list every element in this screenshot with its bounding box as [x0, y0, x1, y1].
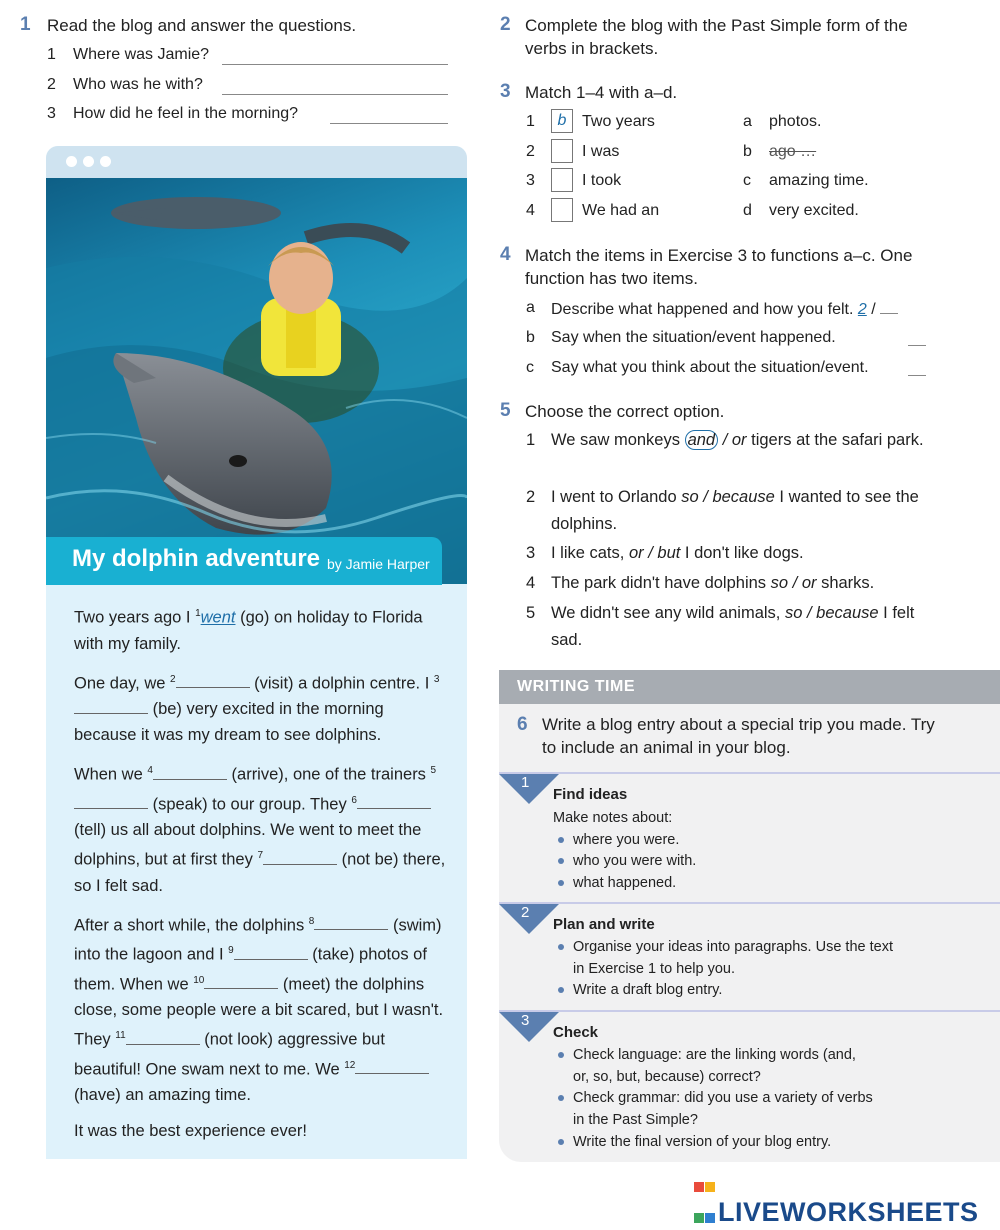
ex4-answer-a2-input[interactable]: [880, 299, 898, 314]
ex5-item-1: 1 We saw monkeys and / or tigers at the safari park.: [526, 431, 924, 449]
step-number: 2: [521, 904, 530, 921]
ex4-item-text: Describe what happened and how you felt.: [551, 301, 854, 318]
ex5-option-selected[interactable]: and: [685, 430, 719, 450]
step-bullet: Check grammar: did you use a variety of verbs in the Past Simple?: [573, 1088, 873, 1131]
step-title: Find ideas: [553, 786, 628, 803]
step-number: 3: [521, 1012, 530, 1029]
blank-7-input[interactable]: [263, 850, 337, 865]
ex3-left-text-3: I took: [582, 172, 622, 189]
ex5-option[interactable]: or: [628, 544, 644, 562]
question-number: 2: [47, 76, 56, 93]
ex2-number: 2: [500, 14, 511, 35]
blog-paragraph-2: One day, we $^2$ (visit) a dolphin centre. I $^3$ (be) very excited in the morning because it was my dream to see dolphins.: [74, 673, 440, 744]
window-dot: [83, 156, 94, 167]
blank-8-input[interactable]: [314, 915, 388, 930]
question-number: 1: [47, 46, 56, 63]
ex4-separator: /: [871, 301, 876, 318]
ex5-item-4: 4 The park didn't have dolphins so / or sharks.: [526, 574, 875, 592]
ex5-title: Choose the correct option.: [525, 402, 725, 421]
ex4-answer-a1[interactable]: 2: [857, 301, 867, 318]
window-dot: [100, 156, 111, 167]
ex3-right-letter-b: b: [743, 143, 752, 160]
ex3-left-text-4: We had an: [582, 202, 660, 219]
ex1-answer-1-input[interactable]: [222, 64, 448, 65]
ex4-answer-c-input[interactable]: [908, 375, 926, 376]
window-dot: [66, 156, 77, 167]
step-1: [499, 772, 1000, 902]
ex4-item-b: Say when the situation/event happened.: [551, 329, 836, 346]
liveworksheets-logo[interactable]: [694, 1168, 979, 1228]
blog-answer-1: went: [200, 608, 236, 627]
step-bullet: where you were.: [573, 830, 973, 852]
question-text: How did he feel in the morning?: [73, 105, 299, 122]
blank-10-input[interactable]: [204, 974, 278, 989]
ex5-option[interactable]: so: [681, 488, 699, 506]
ex1-answer-2-input[interactable]: [222, 94, 448, 95]
step-3: [499, 1010, 1000, 1162]
ex4-letter-a: a: [526, 299, 535, 316]
question-number: 3: [47, 105, 56, 122]
ex1-number: 1: [20, 14, 31, 35]
ex3-right-letter-a: a: [743, 113, 752, 130]
blank-4-input[interactable]: [153, 765, 227, 780]
ex3-title: Match 1–4 with a–d.: [525, 83, 678, 102]
step-bullet: Organise your ideas into paragraphs. Use the text in Exercise 1 to help you.: [573, 937, 893, 980]
step-2: [499, 902, 1000, 1010]
ex1-title: Read the blog and answer the questions.: [47, 16, 357, 35]
blank-6-input[interactable]: [357, 794, 431, 809]
ex2-title: Complete the blog with the Past Simple form of the verbs in brackets.: [525, 16, 908, 58]
dolphin-photo: [46, 178, 467, 584]
step-body: [553, 937, 893, 1002]
ex5-option[interactable]: or: [801, 574, 817, 592]
ex4-item-a: [551, 299, 898, 319]
ex3-answer-box-3[interactable]: [551, 168, 573, 192]
step-bullet: who you were with.: [573, 851, 973, 873]
ex5-option[interactable]: but: [657, 544, 681, 562]
ex1-question-1: [47, 46, 209, 64]
question-text: Who was he with?: [73, 76, 203, 93]
blog-body: [74, 601, 449, 1154]
step-bullet: what happened.: [573, 873, 973, 895]
ex5-item-5: 5 We didn't see any wild animals, so / because I felt sad.: [526, 604, 915, 649]
ex5-option[interactable]: because: [712, 488, 775, 506]
logo-icon: [694, 1168, 716, 1190]
ex3-right-letter-c: c: [743, 172, 751, 189]
step-bullet: Check language: are the linking words (and, or, so, but, because) correct?: [573, 1045, 873, 1088]
ex1-answer-3-input[interactable]: [330, 123, 448, 124]
ex3-number: 3: [500, 81, 511, 102]
writing-time-title: WRITING TIME: [517, 678, 635, 695]
ex5-option[interactable]: so: [770, 574, 789, 592]
blank-9-input[interactable]: [234, 945, 308, 960]
ex3-left-text-2: I was: [582, 143, 620, 160]
ex5-option[interactable]: or: [731, 431, 747, 449]
ex6-number: 6: [517, 714, 528, 735]
ex3-answer-box-2[interactable]: [551, 139, 573, 163]
blank-2-input[interactable]: [176, 673, 250, 688]
ex3-answer-box-4[interactable]: [551, 198, 573, 222]
ex3-left-num-2: 2: [526, 143, 535, 160]
ex3-left-num-1: 1: [526, 113, 535, 130]
ex3-left-num-3: 3: [526, 172, 535, 189]
blog-window-bar: [46, 146, 467, 178]
step-body: Make notes about: where you were. who you were with. what happened.: [553, 808, 973, 895]
blog-title: My dolphin adventure: [72, 545, 321, 572]
step-bullet: Write the final version of your blog entry.: [573, 1132, 873, 1154]
ex5-item-3: 3 I like cats, or / but I don't like dogs.: [526, 544, 804, 562]
blog-paragraph-4: After a short while, the dolphins $^8$ (swim) into the lagoon and I $^9$ (take) photos of them. When we $^{10}$ (meet) the dolphins close, some people were a bit scared, but I wasn't. They $^{11}$ (not look) aggressive but beautiful! One swam next to me. We $^{12}$ (have) an amazing time.: [74, 915, 444, 1104]
blog-paragraph-3: When we $^4$ (arrive), one of the trainers $^5$ (speak) to our group. They $^6$ (tell) us all about dolphins. We went to meet the dolphins, but at first they $^7$ (not be) there, so I felt sad.: [74, 765, 446, 895]
step-bullet: Write a draft blog entry.: [573, 980, 893, 1002]
blog-card: [46, 146, 467, 1159]
question-text: Where was Jamie?: [73, 46, 210, 63]
ex3-left-num-4: 4: [526, 202, 535, 219]
ex3-right-letter-d: d: [743, 202, 752, 219]
ex4-answer-b-input[interactable]: [908, 345, 926, 346]
ex3-right-text-b: ago …: [769, 143, 817, 160]
ex5-item-2: 2 I went to Orlando so / because I wanted to see the dolphins.: [526, 488, 919, 533]
blog-paragraph-5: It was the best experience ever!: [74, 1122, 307, 1140]
step-title: Plan and write: [553, 916, 655, 933]
blank-12-input[interactable]: [355, 1059, 429, 1074]
ex4-number: 4: [500, 244, 511, 265]
ex4-letter-b: b: [526, 329, 535, 346]
ex3-right-text-d: very excited.: [769, 202, 859, 219]
blank-5-input[interactable]: [74, 794, 148, 809]
step-number: 1: [521, 774, 530, 791]
step-title: Check: [553, 1024, 599, 1041]
logo-text: LIVEWORKSHEETS: [718, 1197, 979, 1227]
ex1-question-2: [47, 76, 203, 94]
dolphin-photo-art: [46, 178, 467, 584]
ex4-title: Match the items in Exercise 3 to functions a–c. One function has two items.: [525, 246, 913, 288]
ex4-item-c: Say what you think about the situation/event.: [551, 359, 869, 376]
blog-paragraph-1: Two years ago I $^1$went (go) on holiday to Florida with my family.: [74, 608, 423, 653]
blog-title-banner: [46, 537, 442, 585]
ex1-question-3: [47, 105, 298, 123]
blank-3-input[interactable]: [74, 699, 148, 714]
writing-time-panel: [499, 670, 1000, 1162]
ex5-option[interactable]: so: [784, 604, 803, 622]
ex3-right-text-c: amazing time.: [769, 172, 869, 189]
ex5-option[interactable]: because: [816, 604, 879, 622]
step-body: [553, 1045, 873, 1154]
writing-time-header: [499, 670, 1000, 704]
ex5-number: 5: [500, 400, 511, 421]
ex4-letter-c: c: [526, 359, 534, 376]
ex3-left-text-1: Two years: [582, 113, 655, 130]
blog-byline: by Jamie Harper: [327, 556, 430, 572]
ex3-answer-box-1[interactable]: b: [551, 109, 573, 133]
ex6-title: Write a blog entry about a special trip you made. Try to include an animal in your blog.: [542, 715, 935, 757]
blank-11-input[interactable]: [126, 1030, 200, 1045]
ex3-right-text-a: photos.: [769, 113, 822, 130]
